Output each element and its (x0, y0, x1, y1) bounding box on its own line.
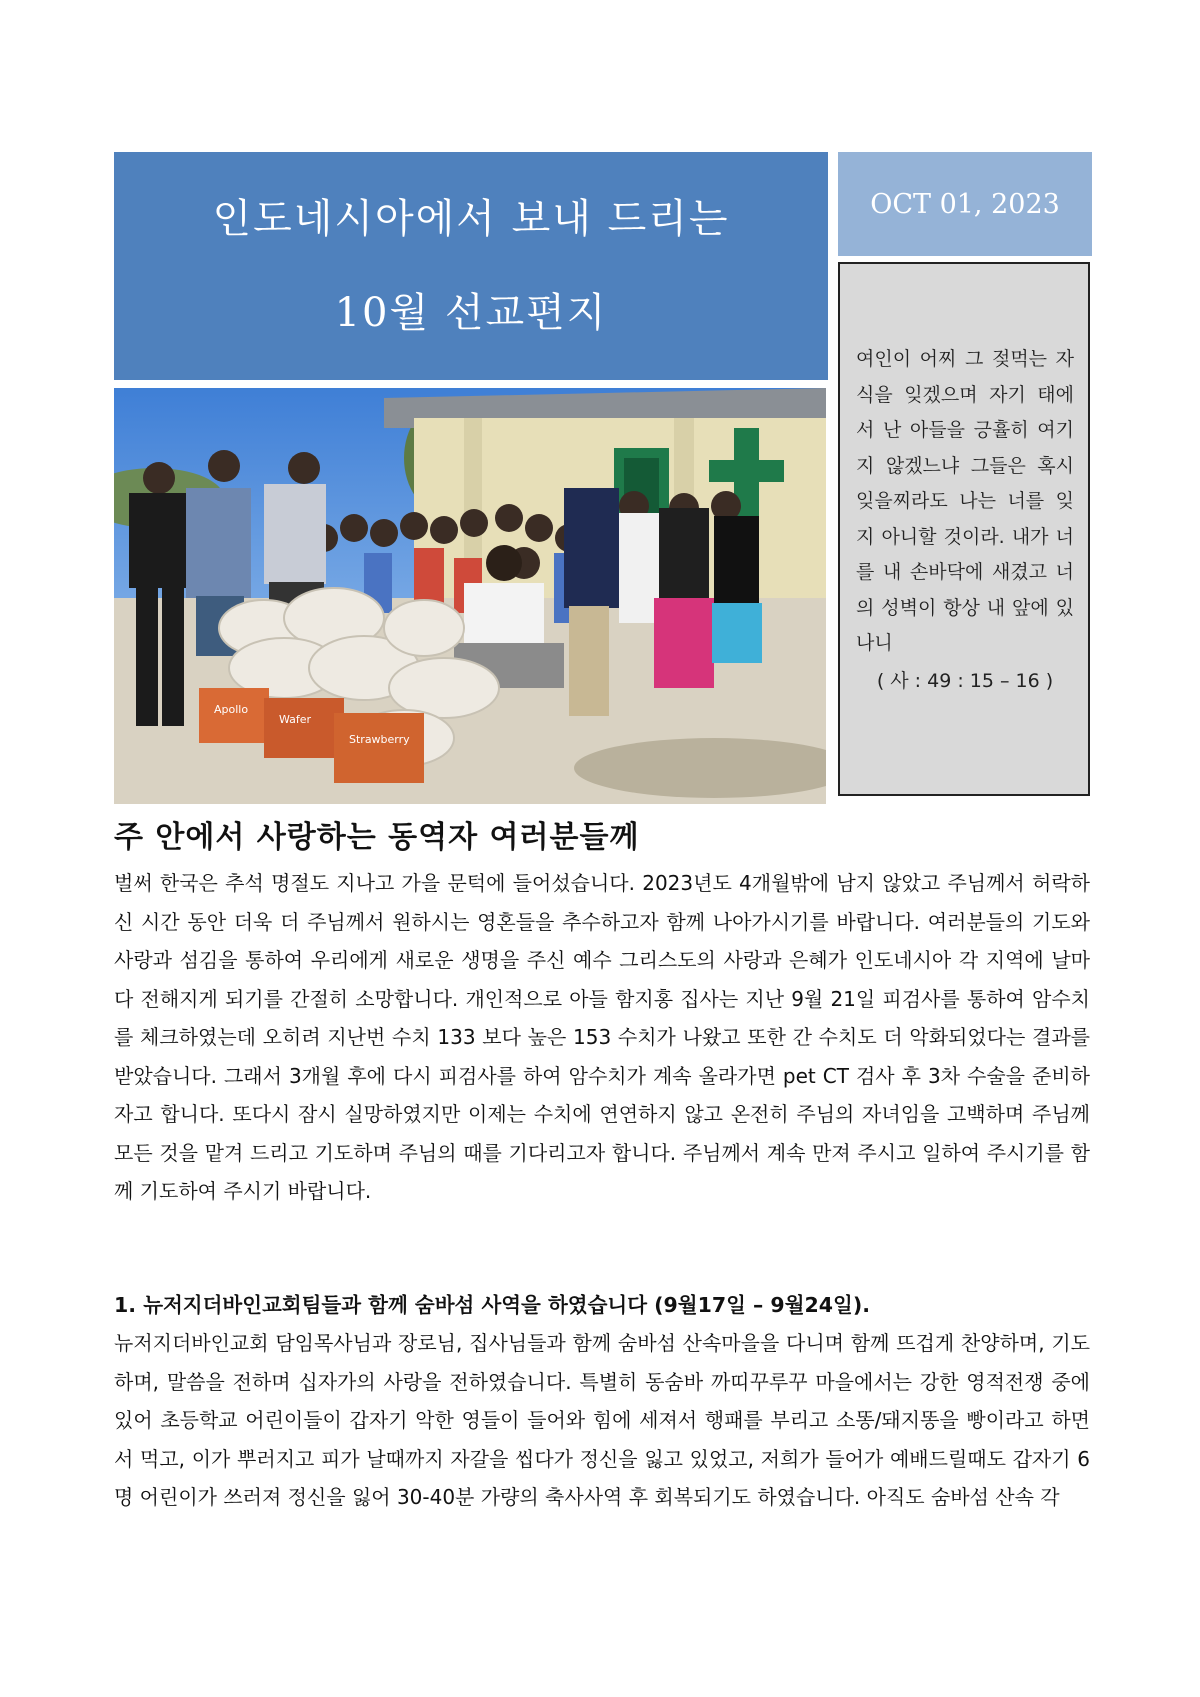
letter-date: OCT 01, 2023 (870, 188, 1060, 220)
mission-group-photo (114, 388, 826, 804)
section-1-title: 1. 뉴저지더바인교회팀들과 함께 숨바섬 사역을 하였습니다 (9월17일 – 9월24일). (114, 1293, 870, 1317)
intro-paragraph: 벌써 한국은 추석 명절도 지나고 가을 문턱에 들어섰습니다. 2023년도 4개월밖에 남지 않았고 주님께서 허락하신 시간 동안 더욱 더 주님께서 원하시는 영혼들을 추수하고자 함께 나아가시기를 바랍니다. 여러분들의 기도와 사랑과 섬김을 통하여 우리에게 새로운 생명을 주신 예수 그리스도의 사랑과 은혜가 인도네시아 각 지역에 날마다 전해지게 되기를 간절히 소망합니다. 개인적으로 아들 함지홍 집사는 지난 9월 21일 피검사를 통하여 암수치를 체크하였는데 오히려 지난번 수치 133 보다 높은 153 수치가 나왔고 또한 간 수치도 더 악화되었다는 결과를 받았습니다. 그래서 3개월 후에 다시 피검사를 하여 암수치가 계속 올라가면 pet CT 검사 후 3차 수술을 준비하자고 합니다. 또다시 잠시 실망하였지만 이제는 수치에 연연하지 않고 온전히 주님의 자녀임을 고백하며 주님께 모든 것을 맡겨 드리고 기도하며 주님의 때를 기다리고자 합니다. 주님께서 계속 만져 주시고 일하여 주시기를 함께 기도하여 주시기 바랍니다. (114, 871, 1090, 1203)
bible-verse-box (838, 262, 1090, 796)
box-label-2: Wafer (279, 713, 312, 726)
photo-illustration (114, 388, 826, 804)
title-line-1: 인도네시아에서 보내 드리는 (212, 196, 730, 242)
greeting-heading: 주 안에서 사랑하는 동역자 여러분들께 (114, 820, 640, 855)
verse-reference: ( 사 : 49 : 15 – 16 ) (876, 669, 1054, 692)
box-label-3: Strawberry (349, 733, 410, 746)
verse-text: 여인이 어찌 그 젖먹는 자식을 잊겠으며 자기 태에서 난 아들을 긍휼히 여기지 않겠느냐 그들은 혹시 잊을찌라도 나는 너를 잊지 아니할 것이라. 내가 너를 내 손바닥에 새겼고 너의 성벽이 항상 내 앞에 있나니 (856, 348, 1074, 654)
box-label-1: Apollo (214, 703, 249, 716)
section-1-body: 뉴저지더바인교회 담임목사님과 장로님, 집사님들과 함께 숨바섬 산속마을을 다니며 함께 뜨겁게 찬양하며, 기도하며, 말씀을 전하며 십자가의 사랑을 전하였습니다. 특별히 동숨바 까띠꾸루꾸 마을에서는 강한 영적전쟁 중에 있어 초등학교 어린이들이 갑자기 악한 영들이 들어와 힘에 세져서 행패를 부리고 소똥/돼지똥을 빵이라고 하면서 먹고, 이가 뿌러지고 피가 날때까지 자갈을 씹다가 정신을 잃고 있었고, 저희가 들어가 예배드릴때도 갑자기 6명 어린이가 쓰러져 정신을 잃어 30-40분 가량의 축사사역 후 회복되기도 하였습니다. 아직도 숨바섬 산속 각 (114, 1331, 1090, 1509)
title-banner (114, 152, 828, 380)
title-line-2: 10월 선교편지 (334, 290, 608, 336)
date-banner (838, 152, 1092, 256)
